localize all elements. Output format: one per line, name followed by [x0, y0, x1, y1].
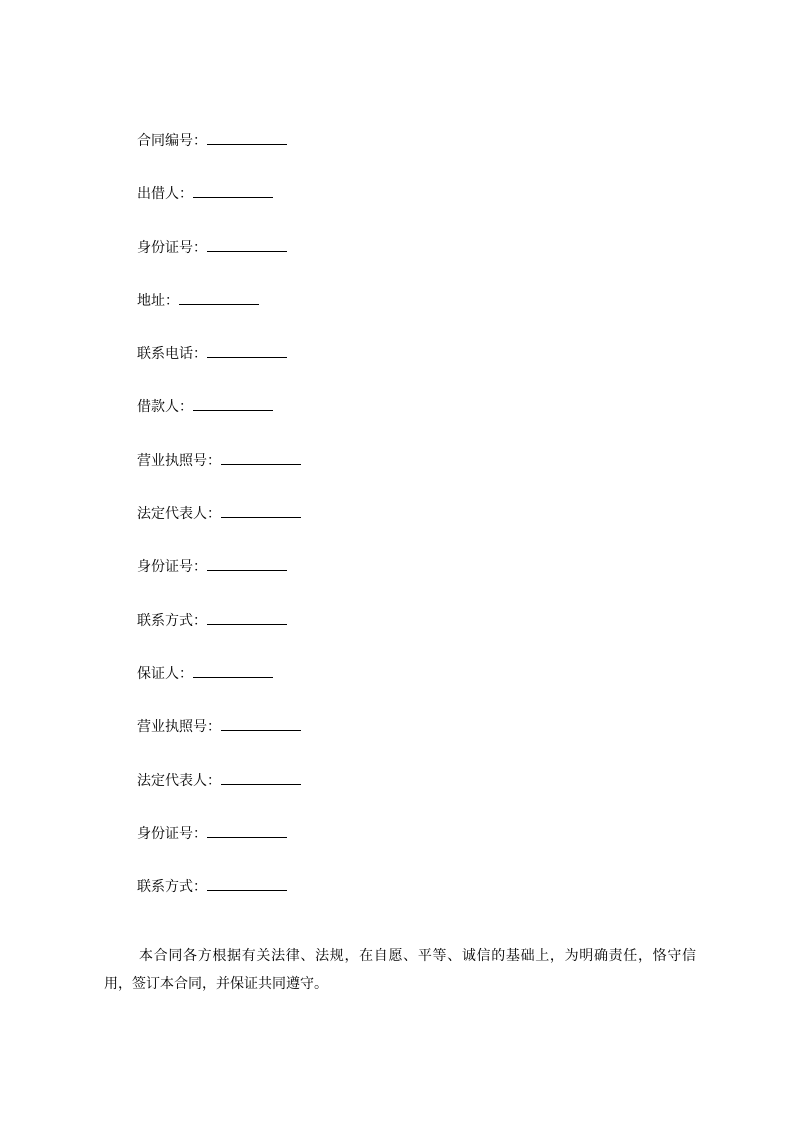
field-label: 身份证号：	[137, 825, 207, 842]
fill-in-blank	[207, 345, 287, 358]
fill-in-blank	[221, 772, 301, 785]
field-contract-number	[137, 130, 697, 183]
field-label: 地址：	[137, 292, 179, 309]
field-label: 法定代表人：	[137, 506, 221, 523]
fill-in-blank	[221, 718, 301, 731]
field-label: 保证人：	[137, 665, 193, 682]
fill-in-blank	[193, 665, 273, 678]
field-label: 联系电话：	[137, 346, 207, 363]
field-guarantor-legal-representative	[137, 770, 697, 823]
fill-in-blank	[207, 878, 287, 891]
fill-in-blank	[221, 452, 301, 465]
field-lender	[137, 183, 697, 236]
field-label: 联系方式：	[137, 612, 207, 629]
field-lender-id-number	[137, 237, 697, 290]
fill-in-blank	[221, 505, 301, 518]
field-borrower	[137, 396, 697, 449]
field-label: 出借人：	[137, 186, 193, 203]
fill-in-blank	[193, 398, 273, 411]
field-label: 身份证号：	[137, 239, 207, 256]
field-guarantor-contact	[137, 876, 697, 929]
field-guarantor-id-number	[137, 823, 697, 876]
field-lender-address	[137, 290, 697, 343]
fill-in-blank	[193, 185, 273, 198]
fill-in-blank	[179, 292, 259, 305]
field-label: 营业执照号：	[137, 452, 221, 469]
fill-in-blank	[207, 612, 287, 625]
party-info-fields	[137, 130, 697, 929]
field-borrower-legal-representative	[137, 503, 697, 556]
fill-in-blank	[207, 825, 287, 838]
field-label: 联系方式：	[137, 879, 207, 896]
field-label: 合同编号：	[137, 133, 207, 149]
field-borrower-id-number	[137, 556, 697, 609]
fill-in-blank	[207, 132, 287, 145]
field-guarantor	[137, 663, 697, 716]
field-borrower-license-number	[137, 450, 697, 503]
fill-in-blank	[207, 558, 287, 571]
field-label: 借款人：	[137, 399, 193, 416]
intro-paragraph: 本合同各方根据有关法律、法规，在自愿、平等、诚信的基础上，为明确责任，恪守信用，签订本合同，并保证共同遵守。	[104, 948, 696, 992]
field-label: 营业执照号：	[137, 719, 221, 736]
field-guarantor-license-number	[137, 716, 697, 769]
field-lender-phone	[137, 343, 697, 396]
fill-in-blank	[207, 239, 287, 252]
field-label: 身份证号：	[137, 559, 207, 576]
field-label: 法定代表人：	[137, 772, 221, 789]
field-borrower-contact	[137, 610, 697, 663]
